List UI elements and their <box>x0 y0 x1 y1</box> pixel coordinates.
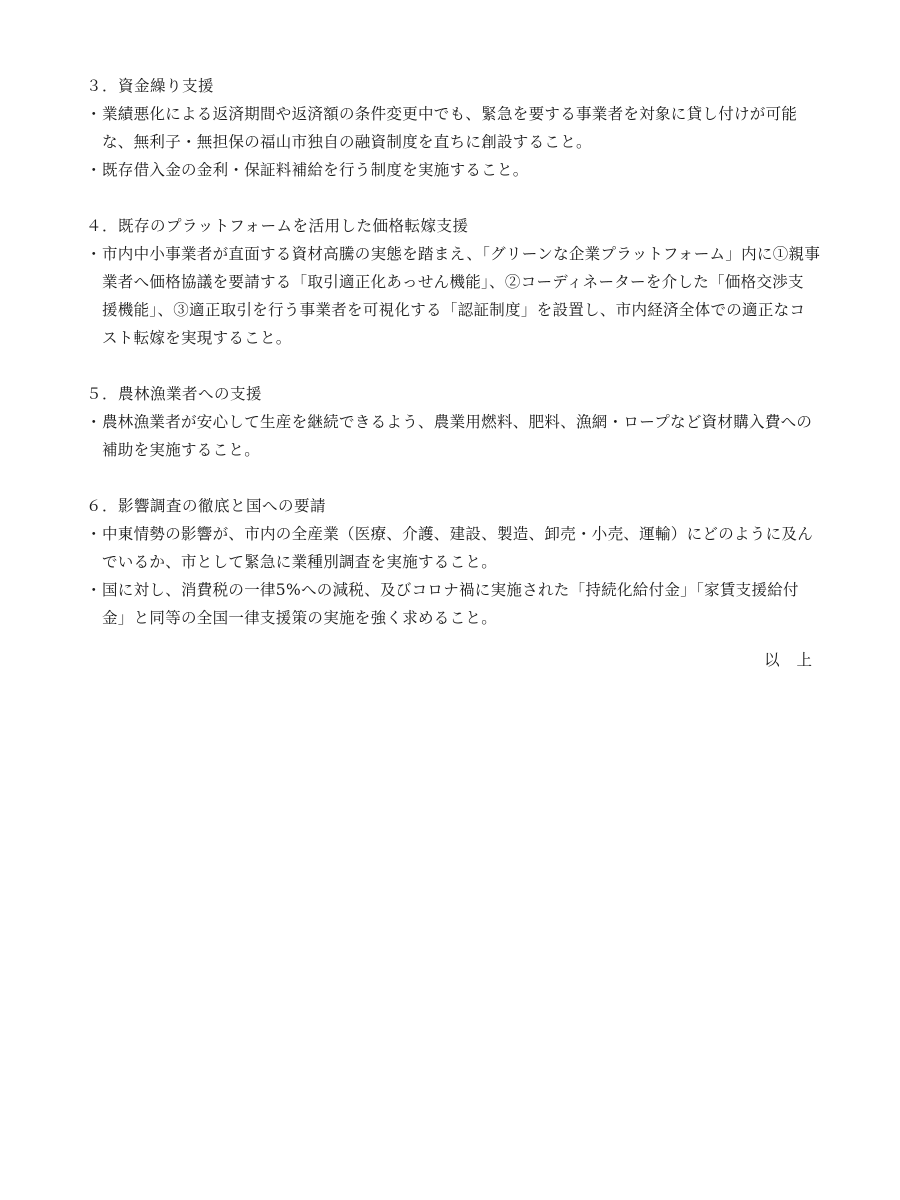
request-sections <box>86 72 826 660</box>
bullet-mark: ・ <box>86 525 102 543</box>
bullet-mark: ・ <box>86 581 102 599</box>
text-line: 援機能」、③適正取引を行う事業者を可視化する「認証制度」を設置し、市内経済全体での適正なコ <box>102 301 806 319</box>
text-line: な、無利子・無担保の福山市独自の融資制度を直ちに創設すること。 <box>102 133 592 151</box>
bullet-text <box>102 100 826 156</box>
text-line: 農林漁業者が安心して生産を継続できるよう、農業用燃料、肥料、漁網・ロープなど資材購入費への <box>102 413 813 431</box>
section-heading: ３．資金繰り支援 <box>86 77 215 95</box>
text-line: 既存借入金の金利・保証料補給を行う制度を実施すること。 <box>102 161 529 179</box>
bullet-text <box>102 240 826 352</box>
bullet-text <box>102 520 826 576</box>
bullet-mark: ・ <box>86 105 102 123</box>
bullet-mark: ・ <box>86 161 102 179</box>
bullet-text <box>102 576 826 632</box>
section-impact-survey <box>86 492 826 632</box>
section-heading: ６．影響調査の徹底と国への要請 <box>86 497 327 515</box>
bullet-item <box>86 240 826 352</box>
bullet-mark: ・ <box>86 413 102 431</box>
text-line: 国に対し、消費税の一律5%への減税、及びコロナ禍に実施された「持続化給付金」「家賃支援給付 <box>102 581 799 599</box>
text-line: 中東情勢の影響が、市内の全産業（医療、介護、建設、製造、卸売・小売、運輸）にどのように及ん <box>102 525 814 543</box>
text-line: 金」と同等の全国一律支援策の実施を強く求めること。 <box>102 609 498 627</box>
text-line: スト転嫁を実現すること。 <box>102 329 292 347</box>
section-price-pass-through <box>86 212 826 352</box>
closing-mark: 以 上 <box>764 651 818 669</box>
bullet-item <box>86 408 826 464</box>
text-line: 業者へ価格協議を要請する「取引適正化あっせん機能」、②コーディネーターを介した「価格交渉支 <box>102 273 804 291</box>
text-line: 市内中小事業者が直面する資材高騰の実態を踏まえ、「グリーンな企業プラットフォーム」内に①親事 <box>102 245 821 263</box>
bullet-text <box>102 156 826 184</box>
section-agriculture-support <box>86 380 826 464</box>
bullet-item <box>86 100 826 156</box>
section-heading: ５．農林漁業者への支援 <box>86 385 263 403</box>
text-line: 業績悪化による返済期間や返済額の条件変更中でも、緊急を要する事業者を対象に貸し付けが可能 <box>102 105 798 123</box>
bullet-text <box>102 408 826 464</box>
bullet-item <box>86 156 826 184</box>
section-funding-support <box>86 72 826 184</box>
text-line: でいるか、市として緊急に業種別調査を実施すること。 <box>102 553 498 571</box>
section-heading: ４．既存のプラットフォームを活用した価格転嫁支援 <box>86 217 469 235</box>
bullet-item <box>86 576 826 632</box>
text-line: 補助を実施すること。 <box>102 441 261 459</box>
bullet-item <box>86 520 826 576</box>
bullet-mark: ・ <box>86 245 102 263</box>
